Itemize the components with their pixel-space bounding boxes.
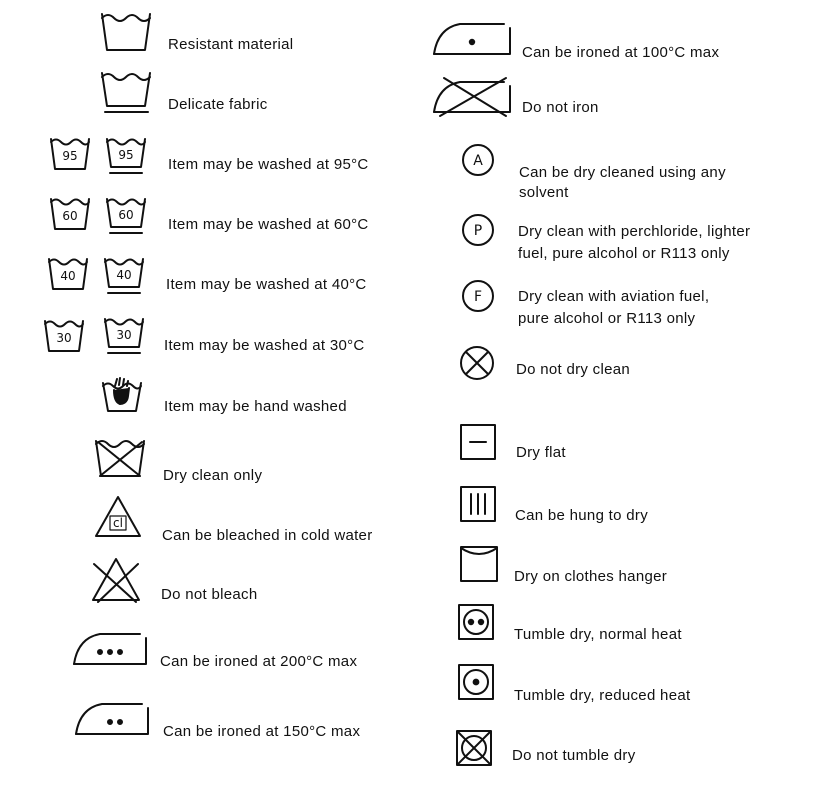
label-wash-60: Item may be washed at 60°C (168, 216, 369, 233)
do-not-dry-clean-icon (458, 344, 496, 382)
clothes-hanger-icon (458, 544, 500, 584)
label-wash-95: Item may be washed at 95°C (168, 156, 369, 173)
label-dry-clean-p-2: fuel, pure alcohol or R113 only (518, 245, 730, 262)
wash-30-icon (42, 318, 86, 356)
label-hung-to-dry: Can be hung to dry (515, 507, 648, 524)
wash-tub-delicate-icon (98, 68, 154, 116)
iron-3-dots-icon (70, 628, 150, 670)
label-resistant-material: Resistant material (168, 36, 294, 53)
do-not-iron-icon (430, 72, 514, 118)
label-iron-100: Can be ironed at 100°C max (522, 44, 720, 61)
label-bleach-cold-water: Can be bleached in cold water (162, 527, 373, 544)
label-dry-clean-any-1: Can be dry cleaned using any (519, 164, 726, 181)
label-wash-40: Item may be washed at 40°C (166, 276, 367, 293)
label-dry-clean-p-1: Dry clean with perchloride, lighter (518, 223, 751, 240)
label-iron-200: Can be ironed at 200°C max (160, 653, 358, 670)
iron-2-dots-icon (72, 698, 152, 740)
wash-40-delicate-icon (102, 256, 146, 298)
tumble-dry-normal-icon (456, 602, 496, 642)
svg-text:95: 95 (118, 148, 134, 162)
svg-text:F: F (473, 289, 483, 305)
do-not-tumble-dry-icon (454, 728, 494, 768)
dry-clean-f-icon (460, 278, 496, 314)
svg-text:cl: cl (113, 516, 123, 530)
label-do-not-dry-clean: Do not dry clean (516, 361, 631, 378)
hang-dry-icon (458, 484, 498, 524)
svg-text:30: 30 (116, 328, 132, 342)
tumble-dry-reduced-icon (456, 662, 496, 702)
label-hand-wash: Item may be hand washed (164, 398, 347, 415)
label-tumble-reduced: Tumble dry, reduced heat (514, 687, 691, 704)
wash-95-delicate-icon (104, 136, 148, 176)
wash-60-icon (48, 196, 92, 234)
wash-60-delicate-icon (104, 196, 148, 236)
dry-clean-a-icon (460, 142, 496, 178)
label-clothes-hanger: Dry on clothes hanger (514, 568, 668, 585)
dry-clean-p-icon (460, 212, 496, 248)
do-not-bleach-icon (88, 556, 144, 604)
svg-text:A: A (473, 153, 483, 169)
svg-text:P: P (473, 223, 483, 239)
label-wash-30: Item may be washed at 30°C (164, 337, 365, 354)
do-not-wash-icon (92, 436, 148, 480)
svg-text:60: 60 (62, 209, 78, 223)
label-dry-clean-any-2: solvent (519, 184, 569, 201)
svg-text:60: 60 (118, 208, 134, 222)
label-iron-150: Can be ironed at 150°C max (163, 723, 361, 740)
wash-tub-icon (98, 10, 154, 54)
label-dry-flat: Dry flat (516, 444, 566, 461)
hand-wash-icon (100, 376, 144, 416)
label-dry-clean-f-2: pure alcohol or R113 only (518, 310, 696, 327)
label-delicate-fabric: Delicate fabric (168, 96, 268, 113)
wash-30-delicate-icon (102, 316, 146, 358)
label-dry-clean-only: Dry clean only (163, 467, 263, 484)
label-do-not-bleach: Do not bleach (161, 586, 258, 603)
svg-text:95: 95 (62, 149, 78, 163)
wash-40-icon (46, 256, 90, 294)
dry-flat-icon (458, 422, 498, 462)
iron-1-dot-icon (430, 18, 514, 60)
svg-text:30: 30 (56, 331, 72, 345)
label-dry-clean-f-1: Dry clean with aviation fuel, (518, 288, 710, 305)
label-tumble-normal: Tumble dry, normal heat (514, 626, 682, 643)
svg-text:40: 40 (60, 269, 76, 283)
bleach-triangle-icon (92, 494, 144, 540)
label-do-not-iron: Do not iron (522, 99, 599, 116)
label-do-not-tumble: Do not tumble dry (512, 747, 636, 764)
wash-95-icon (48, 136, 92, 174)
svg-text:40: 40 (116, 268, 132, 282)
